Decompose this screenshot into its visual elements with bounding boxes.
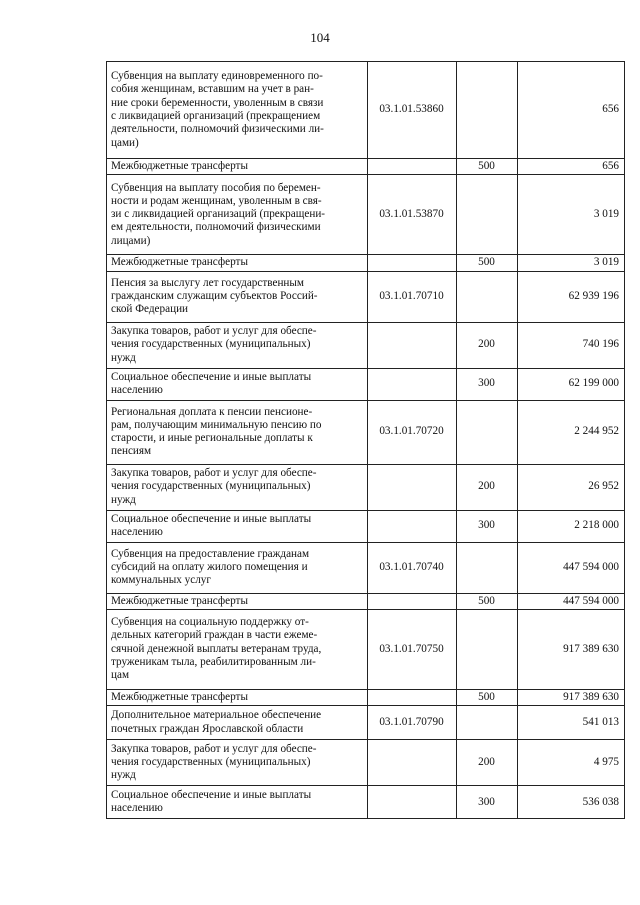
row-amount-cell: 917 389 630 xyxy=(518,689,625,705)
row-code-cell: 03.1.01.70740 xyxy=(368,542,457,593)
row-amount-cell: 3 019 xyxy=(518,255,625,271)
row-amount-cell: 4 975 xyxy=(518,740,625,786)
row-name-cell: Социальное обеспечение и иные выплаты населению xyxy=(107,786,368,819)
table-row xyxy=(107,62,625,159)
table-row xyxy=(107,271,625,322)
row-name-cell: Межбюджетные трансферты xyxy=(107,689,368,705)
row-name-cell: Закупка товаров, работ и услуг для обеспе- чения государственных (муниципальных) нужд xyxy=(107,740,368,786)
table-row xyxy=(107,689,625,705)
row-code-cell xyxy=(368,368,457,400)
table-row xyxy=(107,510,625,542)
row-type-cell: 200 xyxy=(457,464,518,510)
row-amount-cell: 447 594 000 xyxy=(518,593,625,609)
row-code-cell: 03.1.01.70720 xyxy=(368,400,457,464)
row-amount-cell: 3 019 xyxy=(518,175,625,255)
row-type-cell: 300 xyxy=(457,368,518,400)
page-number: 104 xyxy=(310,30,330,45)
row-amount-cell: 656 xyxy=(518,159,625,175)
row-name-cell: Социальное обеспечение и иные выплаты населению xyxy=(107,510,368,542)
row-name-cell: Пенсия за выслугу лет государственным гражданским служащим субъектов Россий- ской Федерации xyxy=(107,271,368,322)
row-code-cell xyxy=(368,464,457,510)
row-code-cell: 03.1.01.53870 xyxy=(368,175,457,255)
row-amount-cell: 2 218 000 xyxy=(518,510,625,542)
table-row xyxy=(107,609,625,689)
table-row xyxy=(107,464,625,510)
row-code-cell xyxy=(368,689,457,705)
row-name-cell: Региональная доплата к пенсии пенсионе- рам, получающим минимальную пенсию по старости, и иные региональные доплаты к пенсиям xyxy=(107,400,368,464)
row-name-cell: Закупка товаров, работ и услуг для обеспе- чения государственных (муниципальных) нужд xyxy=(107,322,368,368)
row-code-cell: 03.1.01.70710 xyxy=(368,271,457,322)
row-name-cell: Социальное обеспечение и иные выплаты населению xyxy=(107,368,368,400)
row-type-cell: 200 xyxy=(457,322,518,368)
row-amount-cell: 740 196 xyxy=(518,322,625,368)
row-amount-cell: 447 594 000 xyxy=(518,542,625,593)
row-name-cell: Субвенция на выплату единовременного по- собия женщинам, вставшим на учет в ран- ние сроки беременности, уволенным в связи с ликвидацией организаций (прекращением деятельности, полномочий физическими ли- цами) xyxy=(107,62,368,159)
table-row xyxy=(107,368,625,400)
row-name-cell: Дополнительное материальное обеспечение почетных граждан Ярославской области xyxy=(107,706,368,740)
row-name-cell: Межбюджетные трансферты xyxy=(107,255,368,271)
row-type-cell: 500 xyxy=(457,159,518,175)
row-type-cell xyxy=(457,400,518,464)
row-name-cell: Субвенция на социальную поддержку от- дельных категорий граждан в части ежеме- сячной денежной выплаты ветеранам труда, труженикам тыла, реабилитированным ли- цам xyxy=(107,609,368,689)
row-code-cell xyxy=(368,159,457,175)
row-type-cell xyxy=(457,175,518,255)
table-row xyxy=(107,740,625,786)
row-code-cell xyxy=(368,255,457,271)
row-amount-cell: 917 389 630 xyxy=(518,609,625,689)
row-code-cell xyxy=(368,593,457,609)
row-code-cell xyxy=(368,786,457,819)
row-type-cell: 200 xyxy=(457,740,518,786)
row-type-cell xyxy=(457,542,518,593)
table-row xyxy=(107,542,625,593)
row-name-cell: Субвенция на предоставление гражданам субсидий на оплату жилого помещения и коммунальных услуг xyxy=(107,542,368,593)
row-amount-cell: 62 199 000 xyxy=(518,368,625,400)
row-type-cell xyxy=(457,706,518,740)
row-code-cell xyxy=(368,510,457,542)
table-row xyxy=(107,400,625,464)
table-row xyxy=(107,322,625,368)
budget-table xyxy=(106,61,625,819)
row-type-cell: 300 xyxy=(457,786,518,819)
row-type-cell: 500 xyxy=(457,255,518,271)
row-type-cell xyxy=(457,609,518,689)
row-name-cell: Межбюджетные трансферты xyxy=(107,159,368,175)
table-row xyxy=(107,786,625,819)
row-type-cell: 500 xyxy=(457,593,518,609)
row-amount-cell: 26 952 xyxy=(518,464,625,510)
row-amount-cell: 62 939 196 xyxy=(518,271,625,322)
row-amount-cell: 656 xyxy=(518,62,625,159)
row-type-cell xyxy=(457,62,518,159)
row-amount-cell: 2 244 952 xyxy=(518,400,625,464)
row-code-cell xyxy=(368,322,457,368)
row-name-cell: Межбюджетные трансферты xyxy=(107,593,368,609)
table-row xyxy=(107,706,625,740)
row-type-cell: 500 xyxy=(457,689,518,705)
row-type-cell xyxy=(457,271,518,322)
row-code-cell xyxy=(368,740,457,786)
row-code-cell: 03.1.01.53860 xyxy=(368,62,457,159)
row-name-cell: Субвенция на выплату пособия по беремен- ности и родам женщинам, уволенным в свя- зи с ликвидацией организаций (прекращени- ем деятельности, полномочий физическими лицами) xyxy=(107,175,368,255)
row-code-cell: 03.1.01.70790 xyxy=(368,706,457,740)
table-row xyxy=(107,175,625,255)
row-name-cell: Закупка товаров, работ и услуг для обеспе- чения государственных (муниципальных) нужд xyxy=(107,464,368,510)
row-amount-cell: 536 038 xyxy=(518,786,625,819)
row-amount-cell: 541 013 xyxy=(518,706,625,740)
row-code-cell: 03.1.01.70750 xyxy=(368,609,457,689)
table-row xyxy=(107,159,625,175)
table-row xyxy=(107,255,625,271)
row-type-cell: 300 xyxy=(457,510,518,542)
table-row xyxy=(107,593,625,609)
budget-table-body xyxy=(107,62,625,819)
